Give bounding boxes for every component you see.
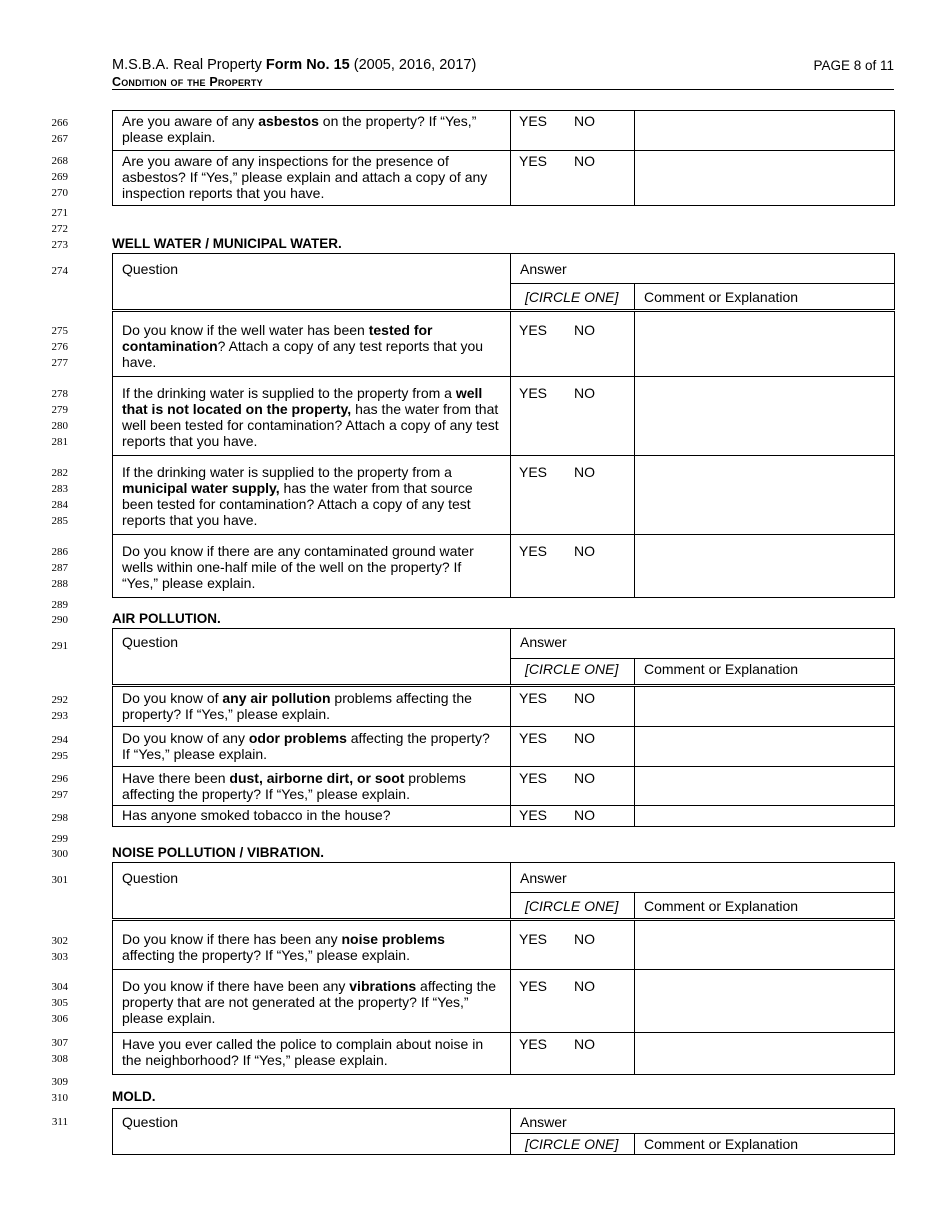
header-answer: Answer — [511, 629, 895, 659]
table-row — [113, 686, 895, 727]
form-number: Form No. 15 — [265, 57, 350, 73]
no-option[interactable]: NO — [574, 690, 596, 706]
no-option[interactable]: NO — [574, 807, 596, 823]
question-cell: Do you know of any air pollution problems affecting the property? If “Yes,” please explain. — [113, 686, 511, 727]
form-years: (2005, 2016, 2017) — [349, 57, 477, 73]
question-cell: Do you know if there are any contaminated ground water wells within one-half mile of the well on the property? If “Yes,” please explain. — [113, 535, 511, 598]
comment-cell[interactable] — [635, 151, 895, 206]
answer-choice[interactable] — [511, 456, 635, 535]
comment-cell[interactable] — [635, 535, 895, 598]
line-number: 311 — [51, 1116, 68, 1128]
question-cell: Do you know if there have been any vibrations affecting the property that are not generated at the property? If “Yes,” please explain. — [113, 970, 511, 1033]
mold-table — [112, 1108, 895, 1155]
table-header-row — [113, 1109, 895, 1134]
no-option[interactable]: NO — [574, 978, 596, 994]
header-comment: Comment or Explanation — [635, 659, 895, 686]
answer-choice[interactable] — [511, 767, 635, 806]
table-row — [113, 767, 895, 806]
yes-option[interactable]: YES — [519, 730, 548, 746]
header-answer: Answer — [511, 254, 895, 284]
line-number: 300 — [51, 848, 68, 860]
answer-choice[interactable] — [511, 535, 635, 598]
header-answer: Answer — [511, 1109, 895, 1134]
comment-cell[interactable] — [635, 111, 895, 151]
line-number: 298 — [51, 812, 68, 824]
section-title-well-water: WELL WATER / MUNICIPAL WATER. — [112, 236, 342, 251]
line-numbers: 266 267 — [51, 117, 68, 145]
answer-choice[interactable] — [511, 311, 635, 377]
comment-cell[interactable] — [635, 377, 895, 456]
comment-cell[interactable] — [635, 311, 895, 377]
question-cell: Have there been dust, airborne dirt, or soot problems affecting the property? If “Yes,” please explain. — [113, 767, 511, 806]
table-row — [113, 727, 895, 767]
table-row — [113, 970, 895, 1033]
no-option[interactable]: NO — [574, 322, 596, 338]
comment-cell[interactable] — [635, 920, 895, 970]
line-number: 310 — [51, 1092, 68, 1104]
table-header-row — [113, 863, 895, 893]
comment-cell[interactable] — [635, 806, 895, 827]
question-cell: Are you aware of any inspections for the presence of asbestos? If “Yes,” please explain and attach a copy of any inspection reports that you have. — [113, 151, 511, 206]
line-numbers: 307 308 — [51, 1037, 68, 1065]
line-numbers: 282 283 284 285 — [51, 467, 68, 527]
no-option[interactable]: NO — [574, 543, 596, 559]
header-comment: Comment or Explanation — [635, 893, 895, 920]
header-comment: Comment or Explanation — [635, 284, 895, 311]
line-numbers: 275 276 277 — [51, 325, 68, 369]
line-number: 291 — [51, 640, 68, 652]
header-question: Question — [113, 254, 511, 311]
table-row — [113, 1033, 895, 1075]
header-circle-one: [CIRCLE ONE] — [511, 1134, 635, 1155]
answer-choice[interactable] — [511, 970, 635, 1033]
answer-choice[interactable] — [511, 377, 635, 456]
no-option[interactable]: NO — [574, 931, 596, 947]
yes-option[interactable]: YES — [519, 931, 548, 947]
form-org: M.S.B.A. Real Property — [112, 57, 266, 73]
line-number: 301 — [51, 874, 68, 886]
comment-cell[interactable] — [635, 1033, 895, 1075]
line-numbers: 286 287 288 — [51, 546, 68, 590]
table-row — [113, 151, 895, 206]
table-row — [113, 456, 895, 535]
yes-option[interactable]: YES — [519, 543, 548, 559]
question-cell: Do you know if there has been any noise problems affecting the property? If “Yes,” please explain. — [113, 920, 511, 970]
table-row — [113, 311, 895, 377]
answer-choice[interactable] — [511, 151, 635, 206]
no-option[interactable]: NO — [574, 770, 596, 786]
yes-option[interactable]: YES — [519, 113, 548, 129]
yes-option[interactable]: YES — [519, 978, 548, 994]
comment-cell[interactable] — [635, 686, 895, 727]
line-numbers: 304 305 306 — [51, 981, 68, 1025]
comment-cell[interactable] — [635, 970, 895, 1033]
line-numbers: 302 303 — [51, 935, 68, 963]
header-comment: Comment or Explanation — [635, 1134, 895, 1155]
header-answer: Answer — [511, 863, 895, 893]
table-header-row — [113, 629, 895, 659]
table-row — [113, 806, 895, 827]
answer-choice[interactable] — [511, 806, 635, 827]
yes-option[interactable]: YES — [519, 464, 548, 480]
no-option[interactable]: NO — [574, 464, 596, 480]
header-circle-one: [CIRCLE ONE] — [511, 284, 635, 311]
question-cell: Do you know if the well water has been tested for contamination? Attach a copy of any test reports that you have. — [113, 311, 511, 377]
yes-option[interactable]: YES — [519, 807, 548, 823]
question-cell: Have you ever called the police to complain about noise in the neighborhood? If “Yes,” please explain. — [113, 1033, 511, 1075]
line-number: 273 — [51, 239, 68, 251]
header-circle-one: [CIRCLE ONE] — [511, 659, 635, 686]
comment-cell[interactable] — [635, 727, 895, 767]
answer-choice[interactable] — [511, 727, 635, 767]
yes-option[interactable]: YES — [519, 770, 548, 786]
section-title-mold: MOLD. — [112, 1089, 156, 1104]
table-row — [113, 111, 895, 151]
line-number: 289 — [51, 599, 68, 611]
no-option[interactable]: NO — [574, 113, 596, 129]
no-option[interactable]: NO — [574, 153, 596, 169]
line-numbers: 271 272 — [51, 207, 68, 235]
line-numbers: 294 295 — [51, 734, 68, 762]
table-header-row — [113, 254, 895, 284]
yes-option[interactable]: YES — [519, 690, 548, 706]
yes-option[interactable]: YES — [519, 153, 548, 169]
well-water-table — [112, 253, 895, 598]
section-title-noise-pollution: NOISE POLLUTION / VIBRATION. — [112, 845, 325, 860]
header-question: Question — [113, 863, 511, 920]
line-numbers: 296 297 — [51, 773, 68, 801]
yes-option[interactable]: YES — [519, 1036, 548, 1052]
section-title-air-pollution: AIR POLLUTION. — [112, 611, 221, 626]
line-number: 309 — [51, 1076, 68, 1088]
yes-option[interactable]: YES — [519, 385, 548, 401]
no-option[interactable]: NO — [574, 385, 596, 401]
line-numbers: 292 293 — [51, 694, 68, 722]
question-cell: If the drinking water is supplied to the property from a well that is not located on the property, has the water from that well been tested for contamination? Attach a copy of any test reports that you have. — [113, 377, 511, 456]
table-row — [113, 920, 895, 970]
form-subtitle: Condition of the Property — [112, 75, 263, 89]
answer-choice[interactable] — [511, 1033, 635, 1075]
comment-cell[interactable] — [635, 767, 895, 806]
answer-choice[interactable] — [511, 920, 635, 970]
header-rule — [112, 89, 894, 90]
question-cell: If the drinking water is supplied to the property from a municipal water supply, has the water from that source been tested for contamination? Attach a copy of any test reports that you have. — [113, 456, 511, 535]
table-row — [113, 377, 895, 456]
line-number: 290 — [51, 614, 68, 626]
header-question: Question — [113, 629, 511, 686]
line-numbers: 278 279 280 281 — [51, 388, 68, 448]
question-cell: Has anyone smoked tobacco in the house? — [113, 806, 511, 827]
question-cell: Do you know of any odor problems affecting the property? If “Yes,” please explain. — [113, 727, 511, 767]
asbestos-table — [112, 110, 895, 206]
comment-cell[interactable] — [635, 456, 895, 535]
line-number: 274 — [51, 265, 68, 277]
answer-choice[interactable] — [511, 111, 635, 151]
no-option[interactable]: NO — [574, 730, 596, 746]
line-number: 299 — [51, 833, 68, 845]
air-pollution-table — [112, 628, 895, 827]
table-row — [113, 535, 895, 598]
noise-pollution-table — [112, 862, 895, 1075]
question-cell: Are you aware of any asbestos on the property? If “Yes,” please explain. — [113, 111, 511, 151]
line-numbers: 268 269 270 — [51, 155, 68, 199]
form-title — [112, 57, 476, 73]
yes-option[interactable]: YES — [519, 322, 548, 338]
header-circle-one: [CIRCLE ONE] — [511, 893, 635, 920]
no-option[interactable]: NO — [574, 1036, 596, 1052]
page-number: PAGE 8 of 11 — [813, 58, 894, 73]
answer-choice[interactable] — [511, 686, 635, 727]
header-question: Question — [113, 1109, 511, 1155]
